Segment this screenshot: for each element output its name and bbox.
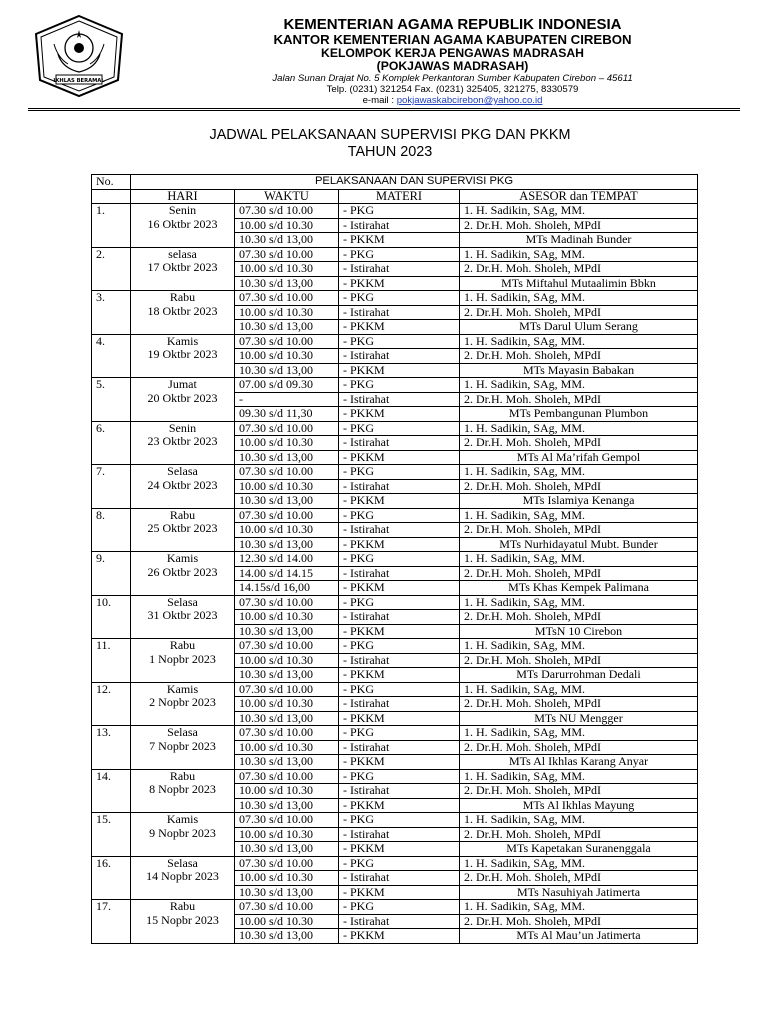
day-name: Kamis: [166, 334, 199, 348]
day-cell: [131, 465, 235, 509]
materi-cell: - PKKM: [339, 320, 460, 335]
time-cell: 10.30 s/d 13,00: [235, 276, 339, 291]
materi-cell: - Istirahat: [339, 523, 460, 538]
asesor-cell: 2. Dr.H. Moh. Sholeh, MPdI: [460, 436, 698, 451]
day-date: 16 Oktbr 2023: [147, 216, 218, 231]
day-name: Rabu: [169, 290, 196, 304]
materi-cell: - PKKM: [339, 407, 460, 422]
asesor-cell: 1. H. Sadikin, SAg, MM.: [460, 508, 698, 523]
asesor-cell: 2. Dr.H. Moh. Sholeh, MPdI: [460, 784, 698, 799]
materi-cell: - PKKM: [339, 668, 460, 683]
day-name: Selasa: [167, 595, 198, 609]
day-cell: [131, 508, 235, 552]
materi-cell: - Istirahat: [339, 827, 460, 842]
table-row: [92, 726, 698, 741]
row-number: 13.: [92, 726, 131, 770]
day-date: 18 Oktbr 2023: [147, 303, 218, 318]
asesor-cell: 1. H. Sadikin, SAg, MM.: [460, 682, 698, 697]
table-row: [92, 769, 698, 784]
materi-cell: - PKKM: [339, 581, 460, 596]
asesor-cell: 2. Dr.H. Moh. Sholeh, MPdI: [460, 653, 698, 668]
day-cell: [131, 726, 235, 770]
asesor-cell: 1. H. Sadikin, SAg, MM.: [460, 856, 698, 871]
row-number: 8.: [92, 508, 131, 552]
asesor-cell: 2. Dr.H. Moh. Sholeh, MPdI: [460, 305, 698, 320]
day-date: 20 Oktbr 2023: [147, 390, 218, 405]
time-cell: 10.00 s/d 10.30: [235, 914, 339, 929]
time-cell: 10.00 s/d 10.30: [235, 697, 339, 712]
venue-cell: MTs Pembangunan Plumbon: [460, 407, 698, 422]
day-cell: [131, 900, 235, 944]
day-cell: [131, 595, 235, 639]
row-number: 2.: [92, 247, 131, 291]
day-cell: [131, 334, 235, 378]
time-cell: 07.30 s/d 10.00: [235, 291, 339, 306]
materi-cell: - PKG: [339, 421, 460, 436]
table-row: [92, 378, 698, 393]
asesor-cell: 2. Dr.H. Moh. Sholeh, MPdI: [460, 914, 698, 929]
time-cell: 14.00 s/d 14.15: [235, 566, 339, 581]
materi-cell: - PKG: [339, 378, 460, 393]
day-name: Rabu: [169, 508, 196, 522]
day-name: Kamis: [166, 682, 199, 696]
asesor-cell: 2. Dr.H. Moh. Sholeh, MPdI: [460, 523, 698, 538]
materi-cell: - PKG: [339, 291, 460, 306]
row-number: 7.: [92, 465, 131, 509]
asesor-cell: 1. H. Sadikin, SAg, MM.: [460, 900, 698, 915]
asesor-cell: 2. Dr.H. Moh. Sholeh, MPdI: [460, 697, 698, 712]
venue-cell: MTs Al Ma’rifah Gempol: [460, 450, 698, 465]
materi-cell: - Istirahat: [339, 653, 460, 668]
asesor-cell: 2. Dr.H. Moh. Sholeh, MPdI: [460, 740, 698, 755]
group-header: PELAKSANAAN DAN SUPERVISI PKG: [131, 175, 698, 190]
day-date: 15 Nopbr 2023: [146, 912, 219, 927]
materi-cell: - PKG: [339, 595, 460, 610]
venue-cell: MTs Khas Kempek Palimana: [460, 581, 698, 596]
asesor-cell: 2. Dr.H. Moh. Sholeh, MPdI: [460, 566, 698, 581]
materi-header: MATERI: [339, 189, 460, 204]
day-name: Senin: [168, 421, 197, 435]
row-number: 1.: [92, 204, 131, 248]
asesor-cell: 2. Dr.H. Moh. Sholeh, MPdI: [460, 610, 698, 625]
asesor-cell: 2. Dr.H. Moh. Sholeh, MPdI: [460, 871, 698, 886]
time-cell: 10.30 s/d 13,00: [235, 668, 339, 683]
asesor-cell: 1. H. Sadikin, SAg, MM.: [460, 813, 698, 828]
day-date: 17 Oktbr 2023: [147, 260, 218, 274]
time-cell: 10.30 s/d 13,00: [235, 494, 339, 509]
table-row: [92, 813, 698, 828]
time-cell: 10.30 s/d 13,00: [235, 624, 339, 639]
row-number: 6.: [92, 421, 131, 465]
asesor-cell: 1. H. Sadikin, SAg, MM.: [460, 204, 698, 219]
row-number: 11.: [92, 639, 131, 683]
materi-cell: - PKG: [339, 334, 460, 349]
time-cell: 10.30 s/d 13,00: [235, 755, 339, 770]
time-cell: 07.30 s/d 10.00: [235, 682, 339, 697]
time-cell: 07.00 s/d 09.30: [235, 378, 339, 393]
time-cell: 07.30 s/d 10.00: [235, 204, 339, 219]
materi-cell: - Istirahat: [339, 479, 460, 494]
row-number: 14.: [92, 769, 131, 813]
materi-cell: - PKKM: [339, 537, 460, 552]
materi-cell: - Istirahat: [339, 697, 460, 712]
asesor-cell: 1. H. Sadikin, SAg, MM.: [460, 334, 698, 349]
address: Jalan Sunan Drajat No. 5 Komplek Perkantoran Sumber Kabupaten Cirebon – 45611: [272, 73, 633, 84]
day-name: Rabu: [169, 638, 196, 652]
day-cell: [131, 682, 235, 726]
day-cell: [131, 247, 235, 291]
day-name: Jumat: [168, 377, 197, 391]
day-name: Kamis: [166, 551, 199, 565]
materi-cell: - PKKM: [339, 755, 460, 770]
asesor-cell: 1. H. Sadikin, SAg, MM.: [460, 639, 698, 654]
materi-cell: - PKG: [339, 682, 460, 697]
letterhead-rule-thick: [28, 108, 740, 109]
email-link[interactable]: pokjawaskabcirebon@yahoo.co.id: [396, 95, 543, 106]
letterhead-rule-thin: [28, 110, 740, 111]
table-row: [92, 639, 698, 654]
asesor-cell: 1. H. Sadikin, SAg, MM.: [460, 247, 698, 262]
materi-cell: - PKKM: [339, 233, 460, 248]
asesor-cell: 1. H. Sadikin, SAg, MM.: [460, 421, 698, 436]
time-cell: 14.15s/d 16,00: [235, 581, 339, 596]
materi-cell: - Istirahat: [339, 784, 460, 799]
document-title: [80, 127, 700, 161]
time-cell: 07.30 s/d 10.00: [235, 900, 339, 915]
venue-cell: MTs Islamiya Kenanga: [460, 494, 698, 509]
time-cell: 10.00 s/d 10.30: [235, 610, 339, 625]
table-row: [92, 204, 698, 219]
day-date: 31 Oktbr 2023: [147, 608, 218, 622]
materi-cell: - Istirahat: [339, 740, 460, 755]
materi-cell: - PKG: [339, 247, 460, 262]
table-row: [92, 856, 698, 871]
no-header-blank: [92, 189, 131, 204]
day-date: 23 Oktbr 2023: [147, 434, 218, 448]
day-cell: [131, 378, 235, 422]
time-cell: 10.00 s/d 10.30: [235, 218, 339, 233]
time-cell: 10.00 s/d 10.30: [235, 784, 339, 799]
materi-cell: - PKG: [339, 726, 460, 741]
table-row: [92, 595, 698, 610]
asesor-cell: 1. H. Sadikin, SAg, MM.: [460, 726, 698, 741]
materi-cell: - PKG: [339, 204, 460, 219]
materi-cell: - Istirahat: [339, 871, 460, 886]
materi-cell: - PKG: [339, 508, 460, 523]
time-cell: -: [235, 392, 339, 407]
day-cell: [131, 204, 235, 248]
materi-cell: - Istirahat: [339, 349, 460, 364]
time-cell: 10.30 s/d 13,00: [235, 537, 339, 552]
time-cell: 12.30 s/d 14.00: [235, 552, 339, 567]
table-row: [92, 682, 698, 697]
time-cell: 10.00 s/d 10.30: [235, 349, 339, 364]
schedule-table: [91, 174, 698, 944]
venue-cell: MTs NU Mengger: [460, 711, 698, 726]
materi-cell: - PKKM: [339, 276, 460, 291]
day-date: 8 Nopbr 2023: [149, 782, 216, 796]
time-cell: 07.30 s/d 10.00: [235, 465, 339, 480]
materi-cell: - Istirahat: [339, 305, 460, 320]
asesor-cell: 2. Dr.H. Moh. Sholeh, MPdI: [460, 349, 698, 364]
day-date: 1 Nopbr 2023: [149, 651, 216, 666]
asesor-cell: 2. Dr.H. Moh. Sholeh, MPdI: [460, 827, 698, 842]
time-cell: 07.30 s/d 10.00: [235, 639, 339, 654]
row-number: 12.: [92, 682, 131, 726]
asesor-cell: 2. Dr.H. Moh. Sholeh, MPdI: [460, 479, 698, 494]
venue-cell: MTs Darurrohman Dedali: [460, 668, 698, 683]
table-row: [92, 900, 698, 915]
materi-cell: - PKG: [339, 856, 460, 871]
time-cell: 10.00 s/d 10.30: [235, 262, 339, 277]
time-cell: 10.00 s/d 10.30: [235, 436, 339, 451]
time-cell: 10.00 s/d 10.30: [235, 523, 339, 538]
schedule-body: [92, 204, 698, 944]
row-number: 10.: [92, 595, 131, 639]
letterhead: [150, 16, 755, 106]
time-cell: 10.30 s/d 13,00: [235, 798, 339, 813]
day-cell: [131, 856, 235, 900]
time-cell: 07.30 s/d 10.00: [235, 726, 339, 741]
venue-cell: MTs Nasuhiyah Jatimerta: [460, 885, 698, 900]
venue-cell: MTs Madinah Bunder: [460, 233, 698, 248]
day-date: 2 Nopbr 2023: [149, 695, 216, 709]
materi-cell: - PKG: [339, 813, 460, 828]
title-line-2: TAHUN 2023: [347, 144, 433, 160]
venue-cell: MTsN 10 Cirebon: [460, 624, 698, 639]
time-cell: 10.30 s/d 13,00: [235, 885, 339, 900]
asesor-cell: 1. H. Sadikin, SAg, MM.: [460, 465, 698, 480]
time-cell: 10.00 s/d 10.30: [235, 479, 339, 494]
asesor-cell: 1. H. Sadikin, SAg, MM.: [460, 769, 698, 784]
hari-header: HARI: [131, 189, 235, 204]
time-cell: 07.30 s/d 10.00: [235, 508, 339, 523]
day-date: 24 Oktbr 2023: [147, 477, 218, 492]
group-abbreviation: (POKJAWAS MADRASAH): [376, 59, 529, 73]
venue-cell: MTs Miftahul Mutaalimin Bbkn: [460, 276, 698, 291]
materi-cell: - Istirahat: [339, 436, 460, 451]
materi-cell: - Istirahat: [339, 610, 460, 625]
asesor-cell: 1. H. Sadikin, SAg, MM.: [460, 378, 698, 393]
day-name: Selasa: [167, 464, 198, 478]
asesor-cell: 2. Dr.H. Moh. Sholeh, MPdI: [460, 392, 698, 407]
materi-cell: - PKKM: [339, 711, 460, 726]
day-name: Rabu: [169, 899, 196, 913]
time-cell: 10.00 s/d 10.30: [235, 305, 339, 320]
ministry-name: KEMENTERIAN AGAMA REPUBLIK INDONESIA: [283, 16, 622, 33]
time-cell: 10.00 s/d 10.30: [235, 871, 339, 886]
asesor-cell: 1. H. Sadikin, SAg, MM.: [460, 291, 698, 306]
table-row: [92, 291, 698, 306]
day-cell: [131, 769, 235, 813]
materi-cell: - PKKM: [339, 450, 460, 465]
materi-cell: - Istirahat: [339, 566, 460, 581]
venue-cell: MTs Al Ikhlas Mayung: [460, 798, 698, 813]
day-name: Senin: [168, 203, 197, 217]
time-cell: 10.30 s/d 13,00: [235, 711, 339, 726]
row-number: 16.: [92, 856, 131, 900]
table-row: [92, 421, 698, 436]
table-row: [92, 552, 698, 567]
time-cell: 07.30 s/d 10.00: [235, 813, 339, 828]
asesor-cell: 1. H. Sadikin, SAg, MM.: [460, 595, 698, 610]
kemenag-logo: [28, 14, 130, 98]
waktu-header: WAKTU: [235, 189, 339, 204]
asesor-cell: 2. Dr.H. Moh. Sholeh, MPdI: [460, 218, 698, 233]
time-cell: 07.30 s/d 10.00: [235, 247, 339, 262]
day-date: 25 Oktbr 2023: [147, 521, 218, 535]
email-line: [150, 95, 755, 106]
email-label: e-mail :: [362, 95, 397, 106]
materi-cell: - PKKM: [339, 798, 460, 813]
time-cell: 10.00 s/d 10.30: [235, 827, 339, 842]
title-line-1: JADWAL PELAKSANAAN SUPERVISI PKG DAN PKKM: [209, 127, 571, 143]
day-date: 9 Nopbr 2023: [149, 825, 216, 840]
materi-cell: - PKKM: [339, 363, 460, 378]
day-name: Kamis: [166, 812, 199, 826]
materi-cell: - PKKM: [339, 494, 460, 509]
row-number: 3.: [92, 291, 131, 335]
row-number: 17.: [92, 900, 131, 944]
asesor-cell: 1. H. Sadikin, SAg, MM.: [460, 552, 698, 567]
materi-cell: - Istirahat: [339, 392, 460, 407]
day-date: 26 Oktbr 2023: [147, 564, 218, 579]
time-cell: 10.30 s/d 13,00: [235, 320, 339, 335]
materi-cell: - PKKM: [339, 929, 460, 944]
day-name: Selasa: [167, 856, 198, 870]
time-cell: 07.30 s/d 10.00: [235, 856, 339, 871]
day-cell: [131, 813, 235, 857]
asesor-header: ASESOR dan TEMPAT: [460, 189, 698, 204]
day-name: Rabu: [169, 769, 196, 783]
materi-cell: - PKG: [339, 639, 460, 654]
materi-cell: - PKG: [339, 900, 460, 915]
office-name: KANTOR KEMENTERIAN AGAMA KABUPATEN CIREBON: [273, 32, 632, 47]
row-number: 15.: [92, 813, 131, 857]
row-number: 5.: [92, 378, 131, 422]
venue-cell: MTs Al Mau’un Jatimerta: [460, 929, 698, 944]
time-cell: 10.00 s/d 10.30: [235, 653, 339, 668]
asesor-cell: 2. Dr.H. Moh. Sholeh, MPdI: [460, 262, 698, 277]
day-cell: [131, 639, 235, 683]
materi-cell: - Istirahat: [339, 914, 460, 929]
time-cell: 07.30 s/d 10.00: [235, 421, 339, 436]
phone: Telp. (0231) 321254 Fax. (0231) 325405, 321275, 8330579: [326, 84, 579, 95]
time-cell: 10.30 s/d 13,00: [235, 363, 339, 378]
time-cell: 09.30 s/d 11,30: [235, 407, 339, 422]
day-name: Selasa: [167, 725, 198, 739]
logo-motto: IKHLAS BERAMAL: [53, 78, 105, 84]
time-cell: 10.30 s/d 13,00: [235, 450, 339, 465]
materi-cell: - PKG: [339, 465, 460, 480]
day-date: 19 Oktbr 2023: [147, 347, 218, 361]
day-cell: [131, 552, 235, 596]
time-cell: 10.30 s/d 13,00: [235, 233, 339, 248]
materi-cell: - Istirahat: [339, 262, 460, 277]
day-name: selasa: [168, 247, 197, 261]
table-row: [92, 465, 698, 480]
day-date: 7 Nopbr 2023: [149, 738, 216, 753]
group-name: KELOMPOK KERJA PENGAWAS MADRASAH: [321, 46, 584, 60]
materi-cell: - PKKM: [339, 624, 460, 639]
materi-cell: - PKG: [339, 552, 460, 567]
materi-cell: - Istirahat: [339, 218, 460, 233]
no-header: No.: [92, 175, 131, 190]
row-number: 4.: [92, 334, 131, 378]
day-cell: [131, 421, 235, 465]
time-cell: 10.30 s/d 13,00: [235, 842, 339, 857]
day-cell: [131, 291, 235, 335]
time-cell: 07.30 s/d 10.00: [235, 334, 339, 349]
day-date: 14 Nopbr 2023: [146, 869, 219, 883]
time-cell: 10.30 s/d 13,00: [235, 929, 339, 944]
venue-cell: MTs Nurhidayatul Mubt. Bunder: [460, 537, 698, 552]
materi-cell: - PKG: [339, 769, 460, 784]
time-cell: 10.00 s/d 10.30: [235, 740, 339, 755]
table-row: [92, 508, 698, 523]
time-cell: 07.30 s/d 10.00: [235, 595, 339, 610]
venue-cell: MTs Mayasin Babakan: [460, 363, 698, 378]
venue-cell: MTs Al Ikhlas Karang Anyar: [460, 755, 698, 770]
venue-cell: MTs Kapetakan Suranenggala: [460, 842, 698, 857]
time-cell: 07.30 s/d 10.00: [235, 769, 339, 784]
table-row: [92, 334, 698, 349]
venue-cell: MTs Darul Ulum Serang: [460, 320, 698, 335]
materi-cell: - PKKM: [339, 885, 460, 900]
table-row: [92, 247, 698, 262]
row-number: 9.: [92, 552, 131, 596]
materi-cell: - PKKM: [339, 842, 460, 857]
